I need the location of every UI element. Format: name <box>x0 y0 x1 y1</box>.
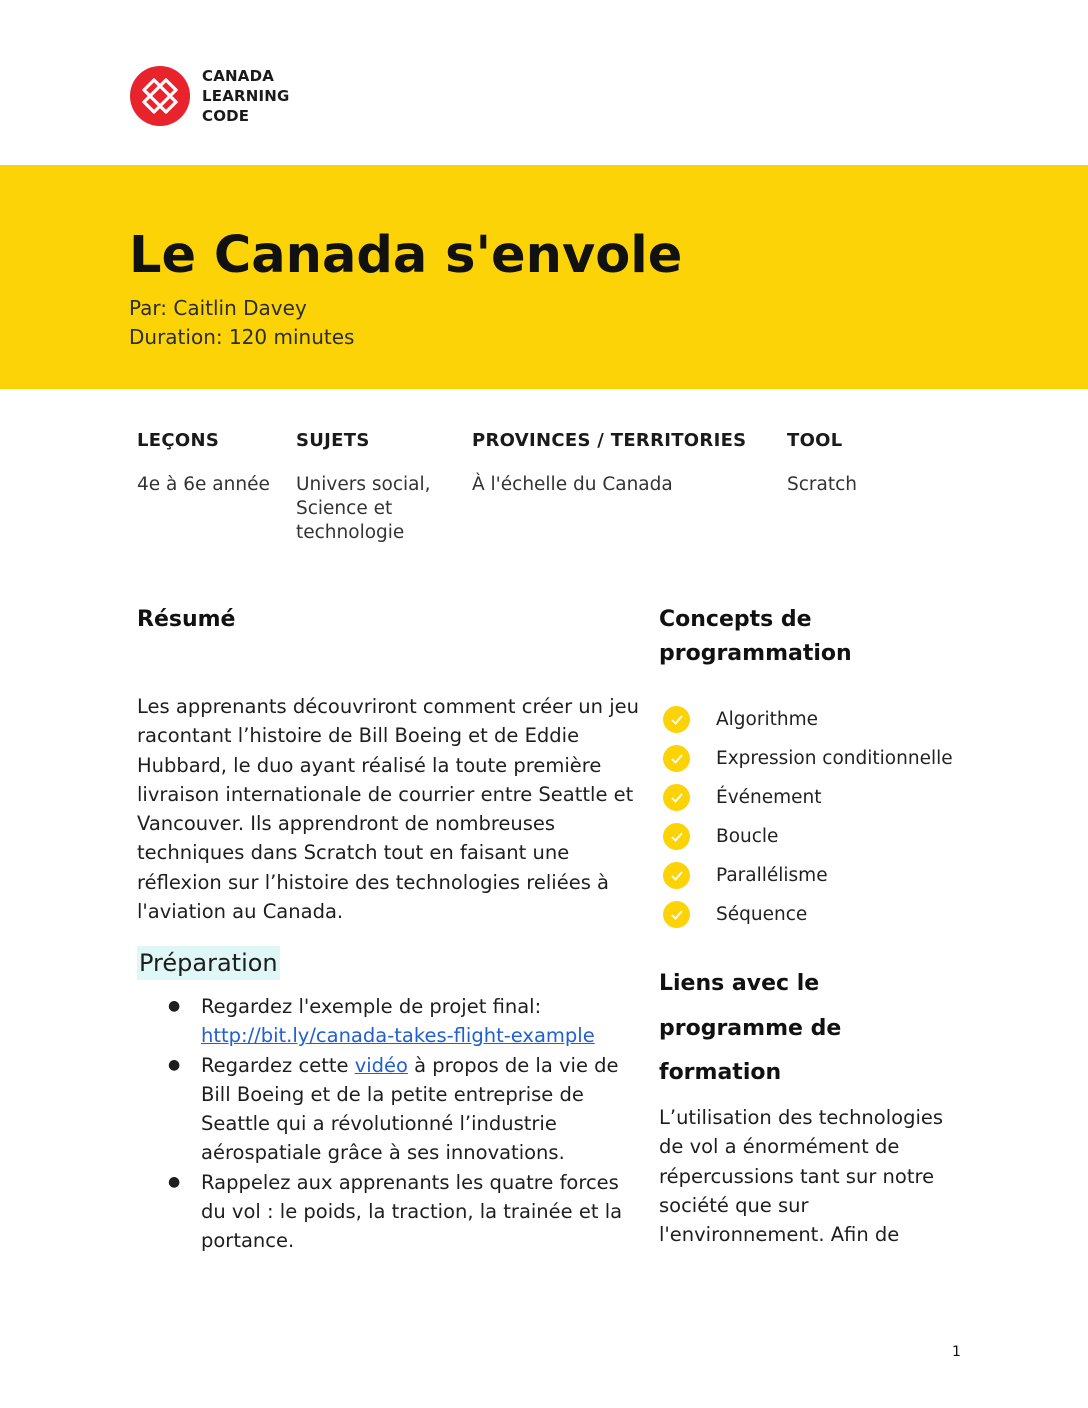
concept-item <box>660 817 960 856</box>
concept-label: Expression conditionnelle <box>716 748 953 769</box>
duration: Duration: 120 minutes <box>129 325 355 349</box>
concept-label: Parallélisme <box>716 865 828 886</box>
page-number: 1 <box>952 1344 961 1360</box>
bullet-icon: ● <box>168 1056 181 1073</box>
concept-item <box>660 856 960 895</box>
meta-provinces <box>472 430 772 497</box>
lattice-icon <box>130 66 190 126</box>
preparation-list <box>168 992 638 1256</box>
author: Par: Caitlin Davey <box>129 296 307 320</box>
concepts-list <box>660 700 960 934</box>
list-item <box>168 1051 638 1168</box>
check-icon <box>663 862 690 889</box>
check-icon <box>663 823 690 850</box>
logo-line: LEARNING <box>202 87 290 105</box>
meta-value: À l'échelle du Canada <box>472 474 673 495</box>
meta-value: Scratch <box>787 474 858 495</box>
list-item-text: Rappelez aux apprenants les quatre forces du vol : le poids, la traction, la trainée et la portance. <box>201 1170 623 1253</box>
preparation-heading: Préparation <box>137 946 280 980</box>
meta-value: Univers social, Science et technologie <box>296 474 431 543</box>
list-item <box>168 1168 638 1256</box>
video-link[interactable]: vidéo <box>354 1053 408 1077</box>
check-icon <box>663 784 690 811</box>
list-item <box>168 992 638 1051</box>
example-project-link[interactable]: http://bit.ly/canada-takes-flight-example <box>201 1024 595 1048</box>
meta-heading: LEÇONS <box>137 430 220 451</box>
concepts-heading: Concepts de programmation <box>659 607 852 666</box>
concept-item <box>660 778 960 817</box>
meta-heading: SUJETS <box>296 430 370 451</box>
bullet-icon: ● <box>168 1173 181 1190</box>
meta-lessons <box>137 430 277 497</box>
list-item-text: Regardez l'exemple de projet final: <box>201 995 542 1018</box>
logo <box>130 66 290 126</box>
meta-tool <box>787 430 937 497</box>
meta-heading: PROVINCES / TERRITORIES <box>472 430 747 451</box>
summary-text: Les apprenants découvriront comment créer un jeu racontant l’histoire de Bill Boeing et de Eddie Hubbard, le duo ayant réalisé la toute première livraison internationale de courrier entre Seattle et Vancouver. Ils apprendront de nombreuses techniques dans Scratch tout en faisant une réflexion sur l’histoire des technologies reliées à l'aviation au Canada. <box>137 695 639 924</box>
concept-item <box>660 739 960 778</box>
concept-label: Algorithme <box>716 709 818 730</box>
curriculum-text: L’utilisation des technologies de vol a énormément de répercussions tant sur notre société que sur l'environnement. Afin de <box>659 1106 944 1247</box>
check-icon <box>663 901 690 928</box>
page-title: Le Canada s'envole <box>129 226 683 285</box>
meta-heading: TOOL <box>787 430 843 451</box>
summary-heading: Résumé <box>137 607 236 632</box>
bullet-icon: ● <box>168 998 181 1014</box>
curriculum-heading: Liens avec le programme de formation <box>659 971 842 1086</box>
logo-wordmark <box>202 66 290 126</box>
concept-label: Boucle <box>716 826 779 847</box>
concept-label: Séquence <box>716 904 808 925</box>
list-item-text: Regardez cette <box>201 1053 355 1077</box>
meta-subjects <box>296 430 456 545</box>
concept-label: Événement <box>716 787 822 808</box>
logo-line: CANADA <box>202 67 275 85</box>
meta-value: 4e à 6e année <box>137 474 270 495</box>
logo-line: CODE <box>202 107 250 125</box>
list-item-text: à propos de la vie de Bill Boeing et de la petite entreprise de Seattle qui a révolutionné l’industrie aérospatiale grâce à ses innovations. <box>201 1053 619 1165</box>
check-icon <box>663 706 690 733</box>
concept-item <box>660 895 960 934</box>
check-icon <box>663 745 690 772</box>
concept-item <box>660 700 960 739</box>
